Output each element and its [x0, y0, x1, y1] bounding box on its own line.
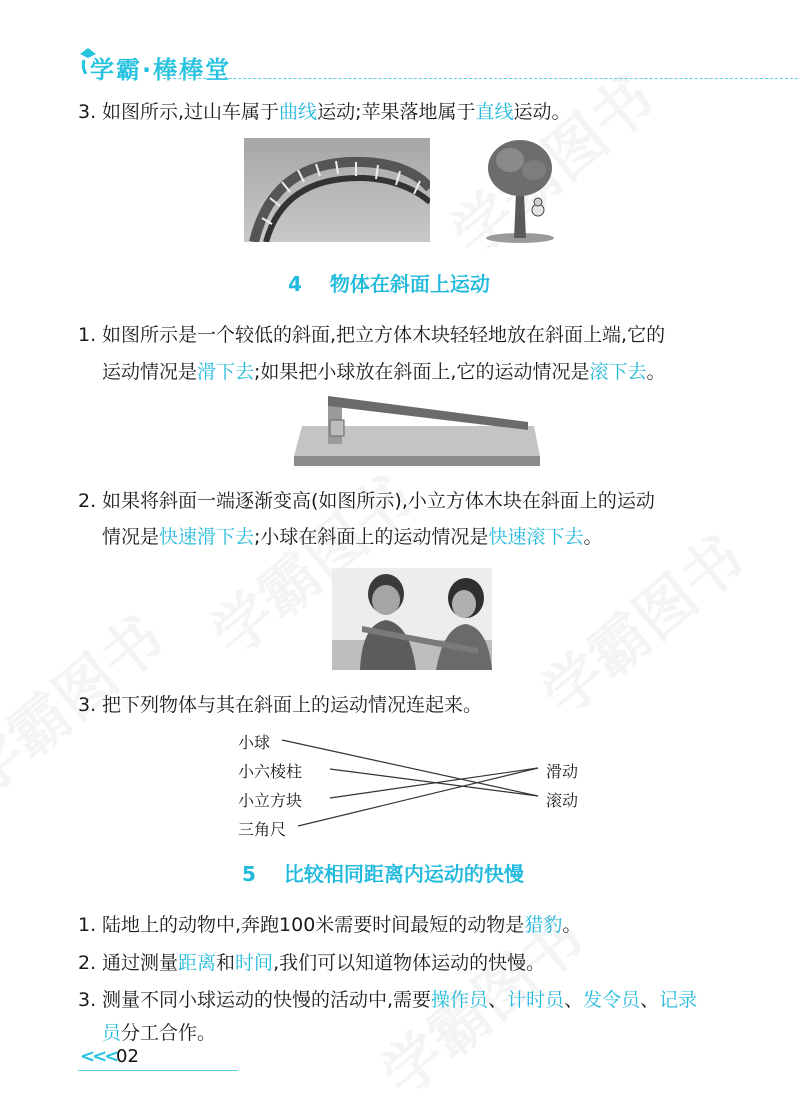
question-4-2-line1: 2. 如果将斜面一端逐渐变高(如图所示),小立方体木块在斜面上的运动	[78, 490, 655, 512]
answer: 发令员	[583, 989, 641, 1011]
header-divider	[163, 78, 800, 79]
students-experiment-image	[332, 568, 492, 670]
answer: 员	[102, 1022, 122, 1044]
roller-coaster-image	[244, 138, 430, 242]
question-4-3: 3. 把下列物体与其在斜面上的运动情况连起来。	[78, 694, 483, 716]
answer: 计时员	[507, 989, 565, 1011]
match-right-item: 滑动	[546, 762, 579, 781]
answer: 滑下去	[197, 361, 255, 383]
apple-tree-image	[480, 134, 560, 244]
question-5-1: 1. 陆地上的动物中,奔跑100米需要时间最短的动物是猎豹。	[78, 914, 582, 936]
page-header	[78, 44, 728, 84]
answer: 猎豹	[524, 914, 563, 936]
question-4-1-line2: 运动情况是滑下去;如果把小球放在斜面上,它的运动情况是滚下去。	[102, 361, 666, 383]
match-line-ball-roll	[282, 740, 538, 796]
answer: 操作员	[431, 989, 489, 1011]
question-intro-3: 3. 如图所示,过山车属于曲线运动;苹果落地属于直线运动。	[78, 101, 571, 123]
answer: 曲线	[279, 101, 318, 123]
question-5-2: 2. 通过测量距离和时间,我们可以知道物体运动的快慢。	[78, 952, 546, 974]
answer: 滚下去	[589, 361, 647, 383]
match-left-item: 小六棱柱	[238, 762, 303, 781]
section-4-title: 4 物体在斜面上运动	[288, 272, 490, 296]
match-line-triangle-slide	[298, 768, 538, 826]
question-4-1-line1: 1. 如图所示是一个较低的斜面,把立方体木块轻轻地放在斜面上端,它的	[78, 324, 666, 346]
answer: 时间	[235, 952, 274, 974]
incline-block-image	[288, 392, 540, 466]
answer: 直线	[475, 101, 514, 123]
page-arrows-icon: <<<	[80, 1046, 117, 1067]
match-left-item: 小立方块	[238, 791, 303, 810]
question-5-3-line2: 员分工合作。	[102, 1022, 217, 1044]
match-line-hexagonal-roll	[330, 769, 538, 796]
footer-divider	[78, 1070, 238, 1071]
answer: 距离	[178, 952, 217, 974]
match-right-item: 滚动	[546, 791, 579, 810]
brand-title: 学霸·棒棒堂	[90, 56, 232, 84]
section-5-title: 5 比较相同距离内运动的快慢	[242, 862, 524, 886]
answer: 快速滑下去	[159, 526, 255, 548]
page-number: 02	[116, 1046, 139, 1067]
match-line-cube-slide	[330, 768, 538, 798]
match-left-item: 三角尺	[238, 820, 287, 839]
answer: 快速滚下去	[488, 526, 584, 548]
question-4-2-line2: 情况是快速滑下去;小球在斜面上的运动情况是快速滚下去。	[102, 526, 603, 548]
answer: 记录	[659, 989, 698, 1011]
match-left-item: 小球	[238, 733, 271, 752]
question-5-3-line1: 3. 测量不同小球运动的快慢的活动中,需要操作员、计时员、发令员、记录	[78, 989, 698, 1011]
